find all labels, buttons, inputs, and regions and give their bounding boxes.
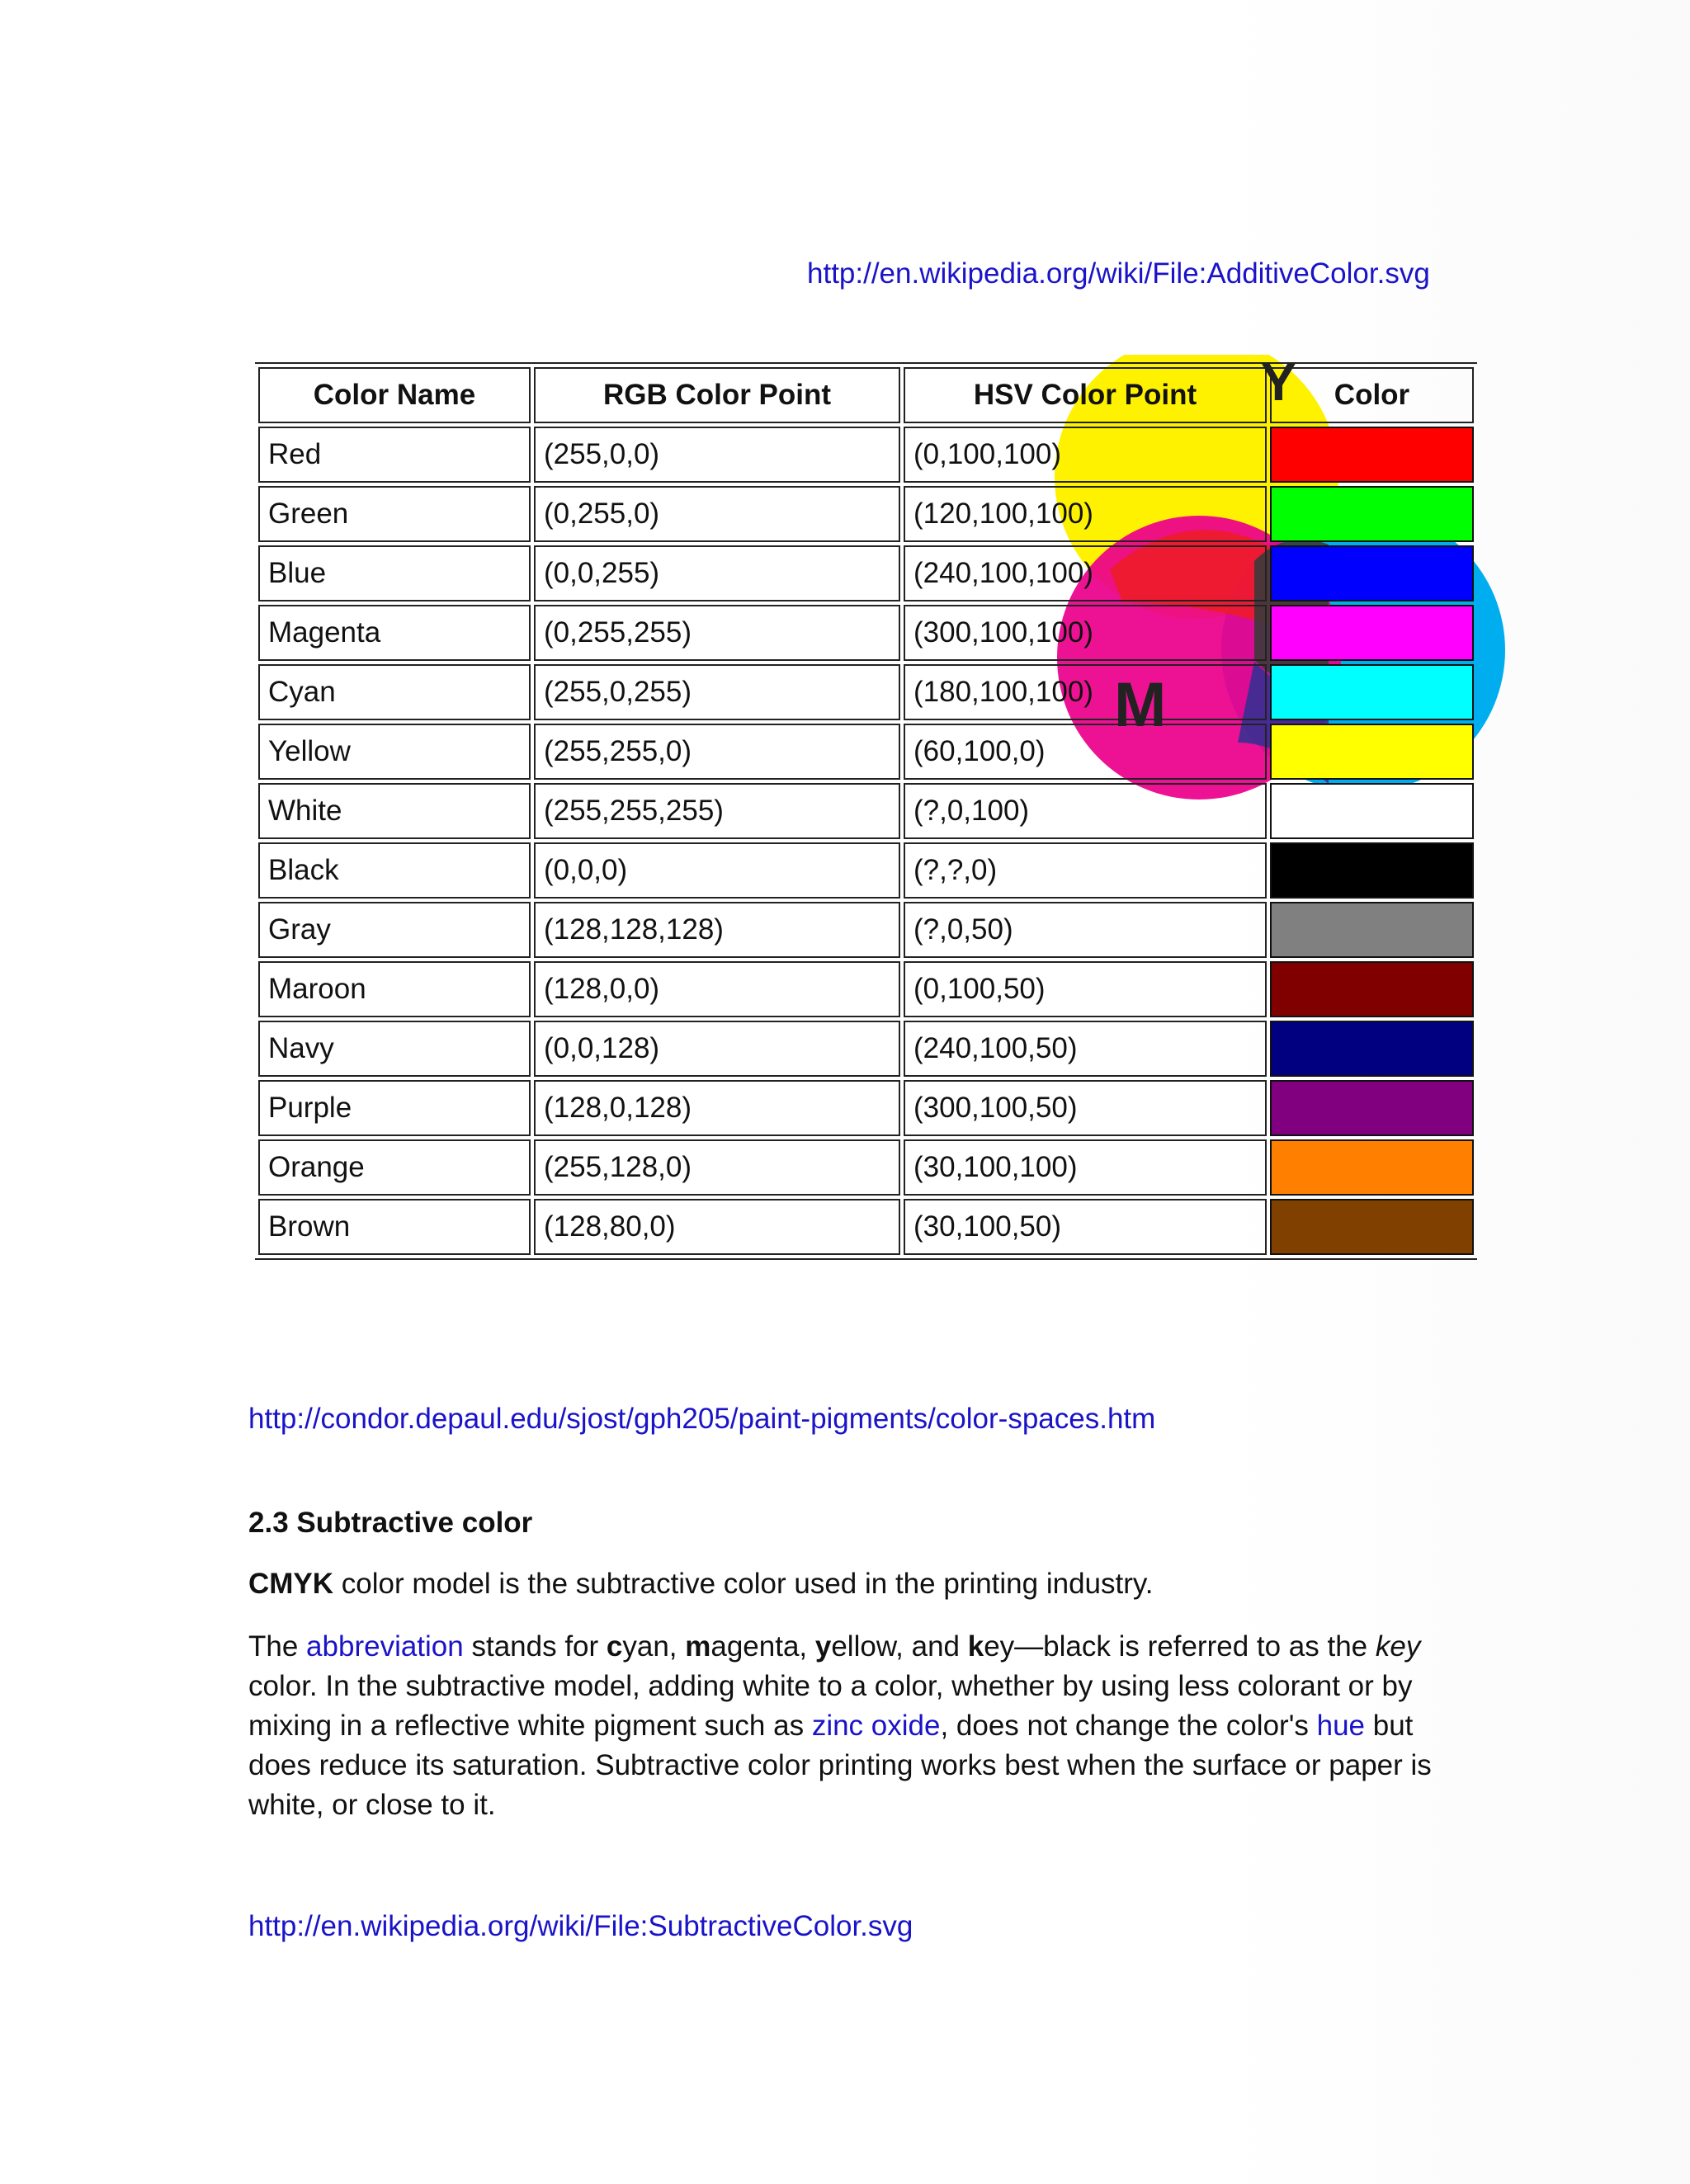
color-swatch	[1270, 1080, 1474, 1136]
color-swatch	[1270, 486, 1474, 542]
color-name-cell: Navy	[258, 1021, 531, 1077]
cmyk-intro-text: color model is the subtractive color used in the printing industry.	[333, 1568, 1154, 1600]
color-name-cell: Black	[258, 842, 531, 899]
table-row	[258, 1199, 1474, 1255]
hsv-cell: (180,100,100)	[904, 664, 1267, 720]
hsv-cell: (0,100,50)	[904, 961, 1267, 1017]
table-row	[258, 842, 1474, 899]
color-name-cell: Gray	[258, 902, 531, 958]
table-row	[258, 427, 1474, 483]
table-row	[258, 783, 1474, 839]
text-run: but does reduce its saturation. Subtractive color printing works best when the surface or paper is white, or close to it.	[248, 1710, 1432, 1821]
cmyk-intro-paragraph	[248, 1568, 1154, 1601]
color-swatch	[1270, 545, 1474, 601]
abbreviation-link[interactable]: abbreviation	[306, 1630, 464, 1663]
table-row	[258, 902, 1474, 958]
color-swatch	[1270, 902, 1474, 958]
text-run: stands for	[463, 1630, 607, 1663]
header-color: Color	[1270, 367, 1474, 423]
color-swatch	[1270, 664, 1474, 720]
rgb-cell: (255,128,0)	[534, 1139, 900, 1196]
color-name-cell: Maroon	[258, 961, 531, 1017]
hsv-cell: (120,100,100)	[904, 486, 1267, 542]
rgb-cell: (128,0,0)	[534, 961, 900, 1017]
table-row	[258, 1080, 1474, 1136]
subtractive-color-link[interactable]: http://en.wikipedia.org/wiki/File:SubtractiveColor.svg	[248, 1910, 913, 1942]
color-swatch	[1270, 783, 1474, 839]
table-body	[258, 427, 1474, 1255]
figure-label-m: M	[1114, 670, 1167, 740]
hsv-cell: (240,100,100)	[904, 545, 1267, 601]
rgb-cell: (0,0,255)	[534, 545, 900, 601]
text-run: ey—black is referred to as the	[984, 1630, 1376, 1663]
header-color-name: Color Name	[258, 367, 531, 423]
hue-link[interactable]: hue	[1316, 1710, 1366, 1742]
color-name-cell: Magenta	[258, 605, 531, 661]
color-name-cell: Green	[258, 486, 531, 542]
color-swatch	[1270, 427, 1474, 483]
color-swatch	[1270, 1021, 1474, 1077]
table-row	[258, 545, 1474, 601]
color-swatch	[1270, 1199, 1474, 1255]
header-hsv-color-point: HSV Color Point	[904, 367, 1267, 423]
text-run: ellow, and	[831, 1630, 968, 1663]
color-swatch	[1270, 605, 1474, 661]
depaul-color-spaces-link[interactable]: http://condor.depaul.edu/sjost/gph205/paint-pigments/color-spaces.htm	[248, 1403, 1156, 1435]
color-name-cell: Red	[258, 427, 531, 483]
table-row	[258, 724, 1474, 780]
text-run: yan,	[622, 1630, 686, 1663]
color-name-cell: White	[258, 783, 531, 839]
color-swatch	[1270, 961, 1474, 1017]
hsv-cell: (240,100,50)	[904, 1021, 1267, 1077]
table-row	[258, 961, 1474, 1017]
hsv-cell: (0,100,100)	[904, 427, 1267, 483]
zinc-oxide-link[interactable]: zinc oxide	[811, 1710, 941, 1742]
table-row	[258, 1021, 1474, 1077]
color-name-cell: Brown	[258, 1199, 531, 1255]
color-name-cell: Yellow	[258, 724, 531, 780]
rgb-cell: (128,128,128)	[534, 902, 900, 958]
hsv-cell: (?,?,0)	[904, 842, 1267, 899]
cmyk-description-paragraph	[248, 1627, 1453, 1825]
table-row	[258, 1139, 1474, 1196]
table-row	[258, 486, 1474, 542]
color-name-cell: Blue	[258, 545, 531, 601]
table-row	[258, 605, 1474, 661]
hsv-cell: (300,100,100)	[904, 605, 1267, 661]
table-row	[258, 664, 1474, 720]
rgb-cell: (0,255,0)	[534, 486, 900, 542]
text-run: The	[248, 1630, 307, 1663]
color-name-cell: Purple	[258, 1080, 531, 1136]
rgb-cell: (255,0,0)	[534, 427, 900, 483]
text-run: color. In the subtractive model, adding white to a color, whether by using less colorant or by mixing in a reflective white pigment such as	[248, 1670, 1413, 1742]
rgb-cell: (128,0,128)	[534, 1080, 900, 1136]
rgb-cell: (255,255,0)	[534, 724, 900, 780]
cmyk-bold-term: CMYK	[248, 1568, 334, 1600]
initial-m: m	[685, 1630, 711, 1663]
hsv-cell: (?,0,100)	[904, 783, 1267, 839]
text-run: agenta,	[710, 1630, 815, 1663]
color-swatch	[1270, 724, 1474, 780]
hsv-cell: (60,100,0)	[904, 724, 1267, 780]
color-swatch	[1270, 1139, 1474, 1196]
hsv-cell: (?,0,50)	[904, 902, 1267, 958]
rgb-cell: (0,255,255)	[534, 605, 900, 661]
initial-k: k	[967, 1630, 984, 1663]
section-heading: 2.3 Subtractive color	[248, 1507, 533, 1539]
rgb-cell: (0,0,128)	[534, 1021, 900, 1077]
hsv-cell: (30,100,100)	[904, 1139, 1267, 1196]
color-name-cell: Orange	[258, 1139, 531, 1196]
color-name-cell: Cyan	[258, 664, 531, 720]
color-swatch	[1270, 842, 1474, 899]
initial-y: y	[814, 1630, 832, 1663]
initial-c: c	[606, 1630, 623, 1663]
rgb-cell: (0,0,0)	[534, 842, 900, 899]
color-points-table	[255, 362, 1477, 1260]
figure-label-y: Y	[1261, 355, 1296, 412]
text-run: , does not change the color's	[940, 1710, 1317, 1742]
table-header-row	[258, 367, 1474, 423]
hsv-cell: (30,100,50)	[904, 1199, 1267, 1255]
hsv-cell: (300,100,50)	[904, 1080, 1267, 1136]
rgb-cell: (255,0,255)	[534, 664, 900, 720]
additive-color-link[interactable]: http://en.wikipedia.org/wiki/File:AdditiveColor.svg	[807, 257, 1430, 290]
rgb-cell: (128,80,0)	[534, 1199, 900, 1255]
rgb-cell: (255,255,255)	[534, 783, 900, 839]
key-italic-term: key	[1375, 1630, 1421, 1663]
header-rgb-color-point: RGB Color Point	[534, 367, 900, 423]
